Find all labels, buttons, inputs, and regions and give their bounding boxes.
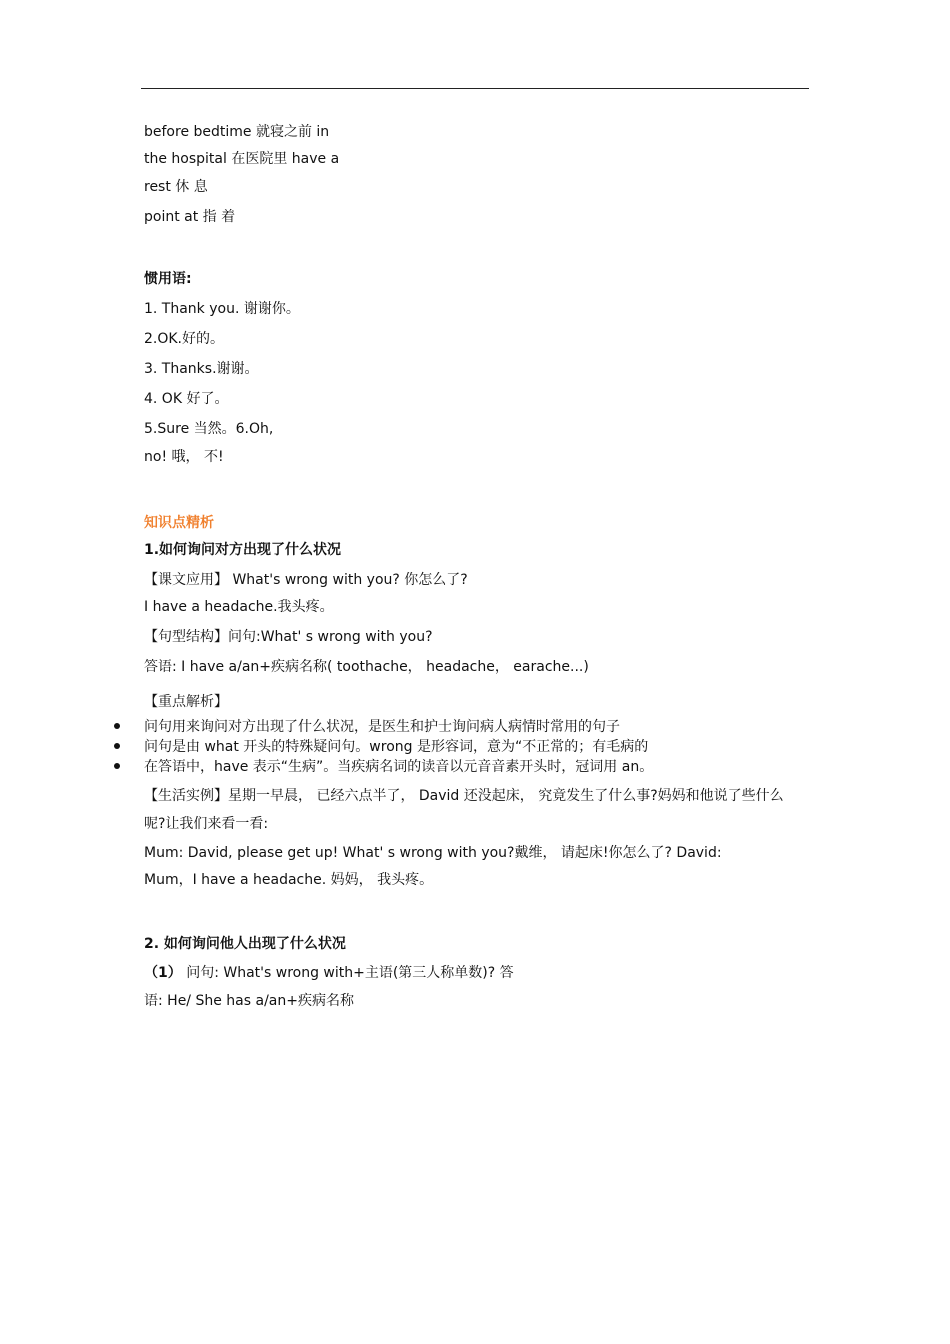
bullet-dot xyxy=(114,723,120,729)
header-rule xyxy=(141,88,809,89)
life-example-line: 【生活实例】星期一早晨， 已经六点半了， David 还没起床， 究竟发生了什么事?妈妈和他说了些什么 xyxy=(144,788,784,804)
key-point: 在答语中，have 表示“生病”。当疾病名词的读音以元音音素开头时，冠词用 an。 xyxy=(144,759,654,775)
idiom-item: 2.OK.好的。 xyxy=(144,331,225,347)
knowledge-heading: 知识点精析 xyxy=(144,515,214,531)
phrase-line: the hospital 在医院里 have a xyxy=(144,151,340,167)
section2-title: 2. 如何询问他人出现了什么状况 xyxy=(144,936,346,952)
idiom-item: no! 哦， 不! xyxy=(144,449,224,465)
bullet-dot xyxy=(114,743,120,749)
key-point: 问句是由 what 开头的特殊疑问句。wrong 是形容词，意为“不正常的；有毛病的 xyxy=(144,739,649,755)
section2-answer: 语: He/ She has a/an+疾病名称 xyxy=(144,993,354,1009)
lesson-answer: I have a headache.我头疼。 xyxy=(144,599,334,615)
lesson-application: 【课文应用】 What's wrong with you? 你怎么了? xyxy=(144,572,468,588)
bullet-dot xyxy=(114,763,120,769)
phrase-line: point at 指 着 xyxy=(144,209,236,225)
idioms-heading: 惯用语: xyxy=(144,271,192,287)
phrase-line: rest 休 息 xyxy=(144,179,208,195)
key-point: 问句用来询问对方出现了什么状况，是医生和护士询问病人病情时常用的句子 xyxy=(144,719,620,735)
dialog-line: Mum: David, please get up! What' s wrong with you?戴维， 请起床!你怎么了? David: xyxy=(144,845,722,861)
section1-title: 1.如何询问对方出现了什么状况 xyxy=(144,542,342,558)
question-text: 问句: What's wrong with+主语(第三人称单数)? 答 xyxy=(181,965,514,981)
idiom-item: 4. OK 好了。 xyxy=(144,391,229,407)
key-analysis-heading: 【重点解析】 xyxy=(144,694,228,710)
dialog-line: Mum，I have a headache. 妈妈， 我头疼。 xyxy=(144,872,434,888)
section2-question xyxy=(144,964,514,982)
question-number: （1） xyxy=(144,965,182,981)
idiom-item: 5.Sure 当然。6.Oh, xyxy=(144,421,274,437)
idiom-item: 1. Thank you. 谢谢你。 xyxy=(144,301,300,317)
phrase-line: before bedtime 就寝之前 in xyxy=(144,124,330,140)
idiom-item: 3. Thanks.谢谢。 xyxy=(144,361,259,377)
structure-answer: 答语: I have a/an+疾病名称( toothache， headache， earache...) xyxy=(144,659,589,675)
structure-question: 【句型结构】问句:What' s wrong with you? xyxy=(144,629,433,645)
life-example-line: 呢?让我们来看一看: xyxy=(144,816,269,832)
